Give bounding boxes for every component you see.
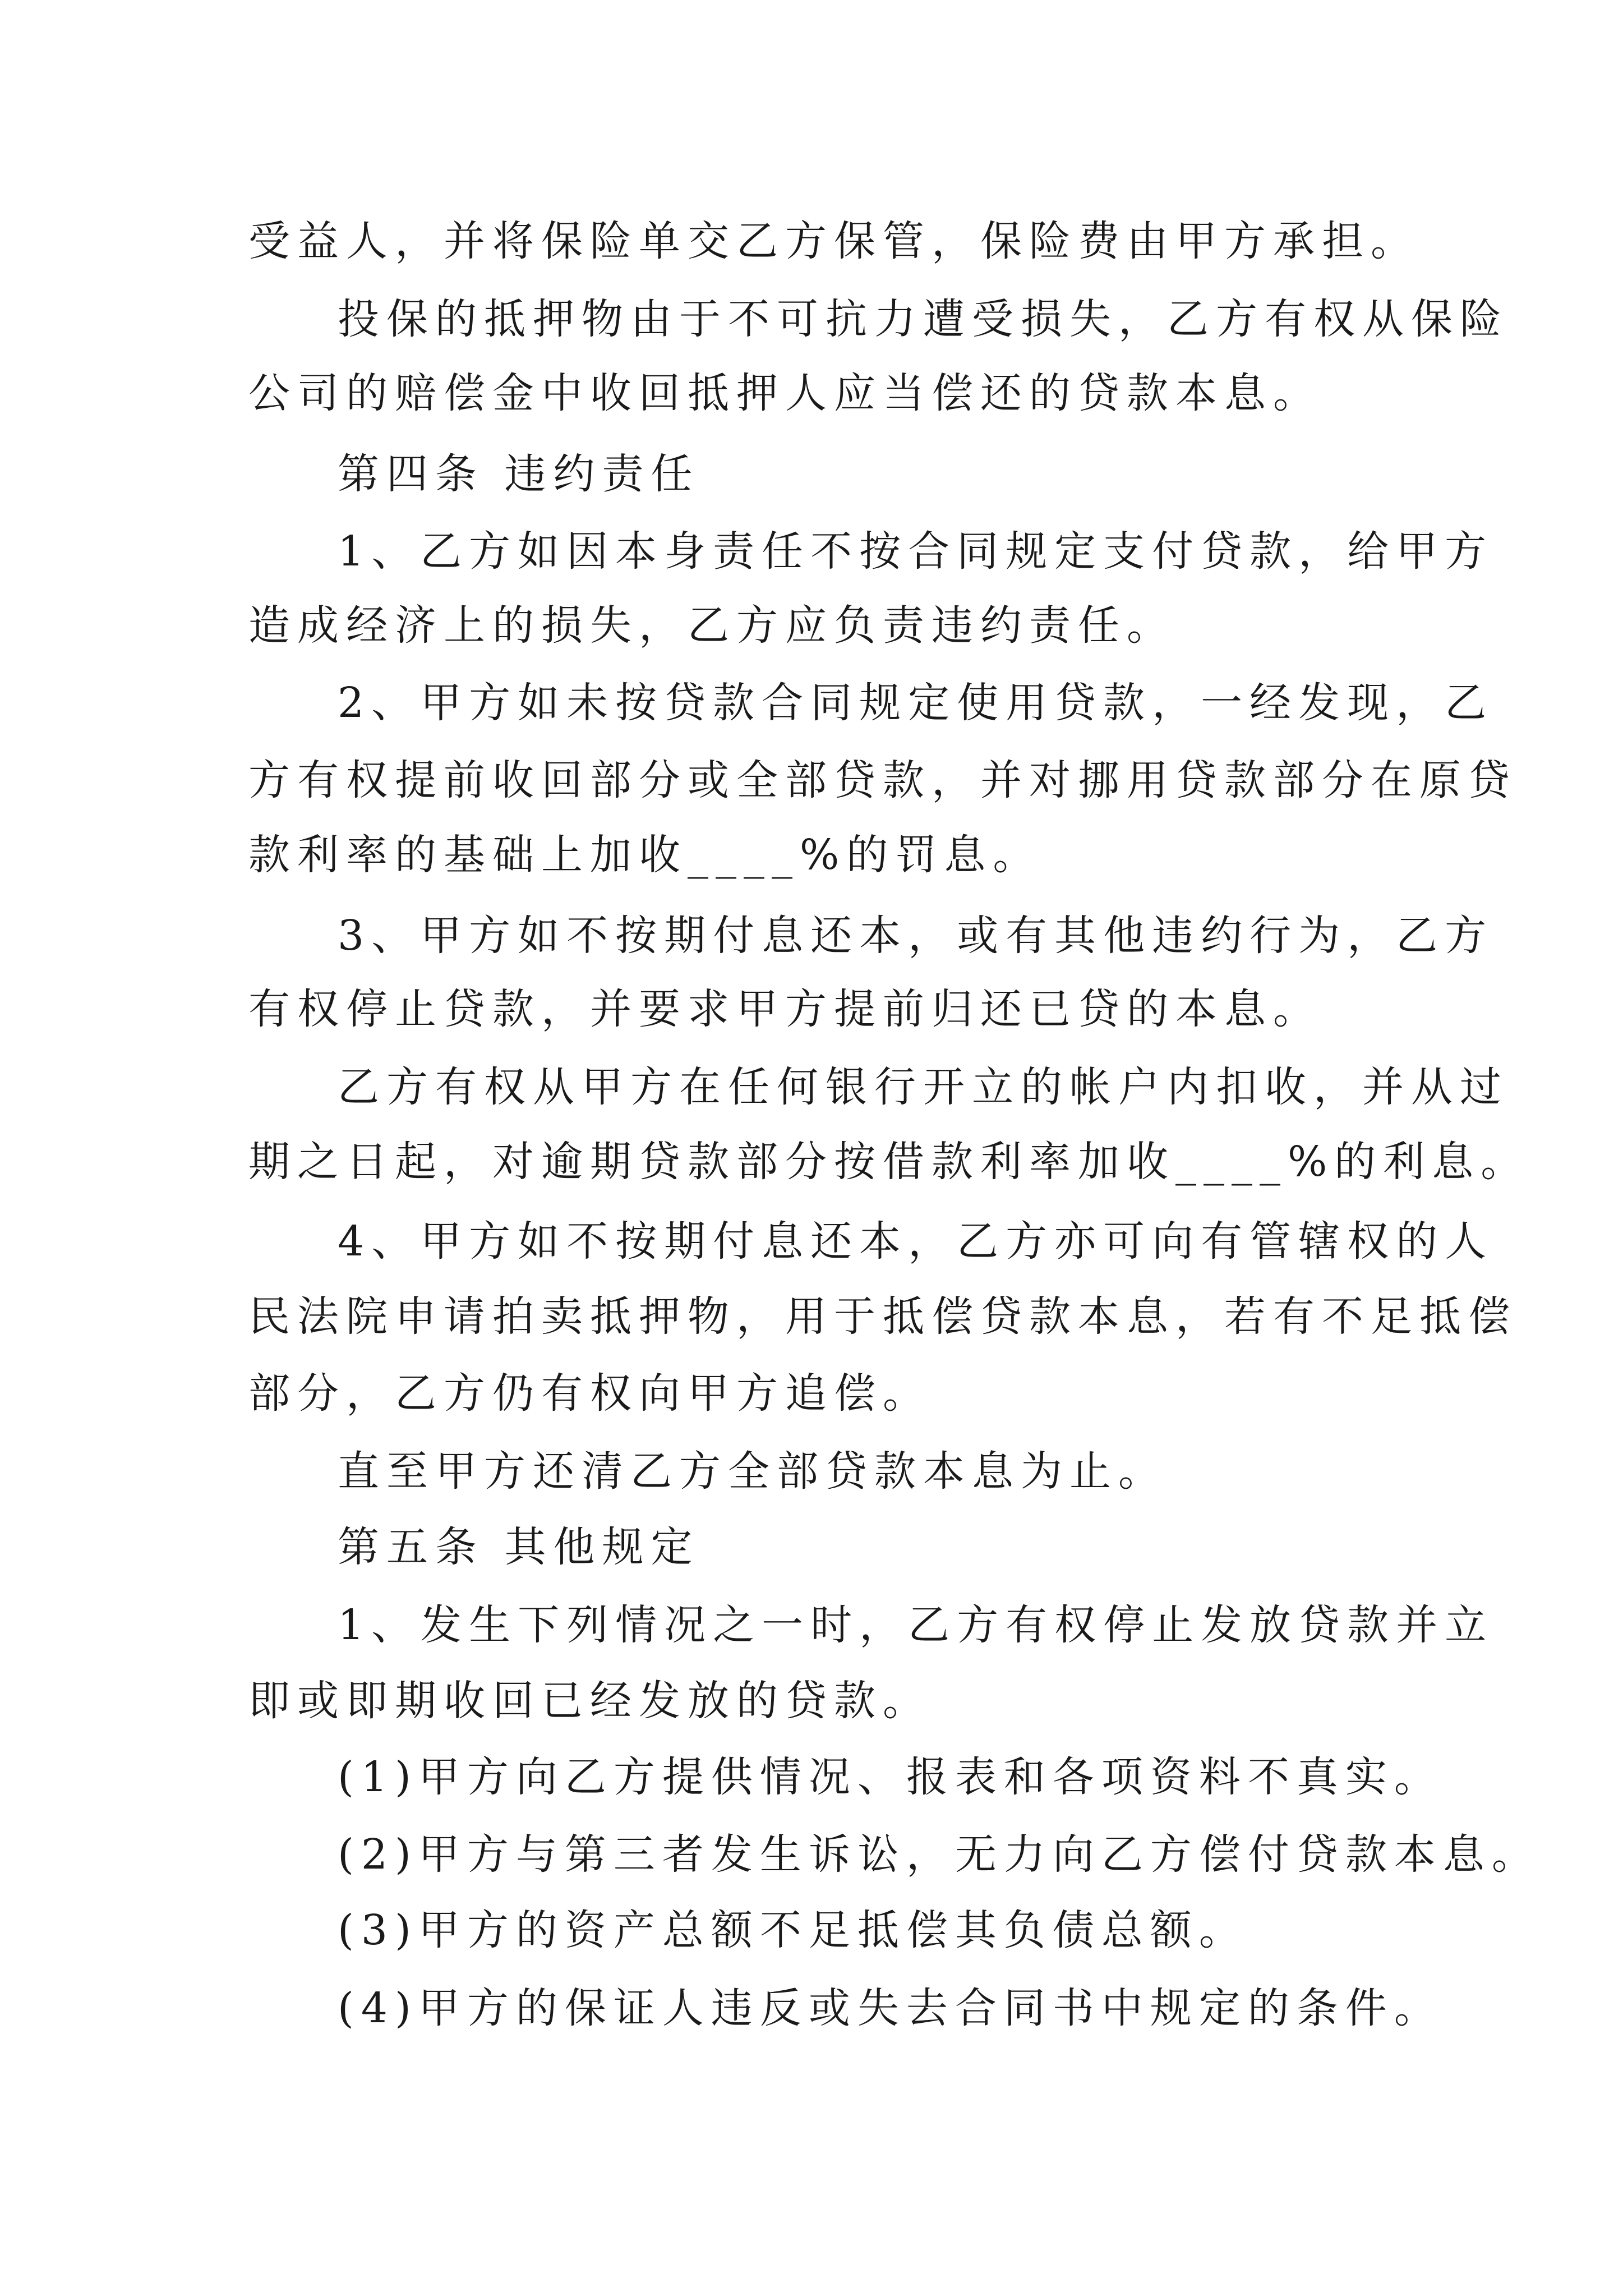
text-line: 投保的抵押物由于不可抗力遭受损失，乙方有权从保险 bbox=[338, 295, 1509, 343]
text-line: 受益人，并将保险单交乙方保管，保险费由甲方承担。 bbox=[248, 217, 1419, 265]
text-line: 民法院申请拍卖抵押物，用于抵偿贷款本息，若有不足抵偿 bbox=[248, 1292, 1517, 1341]
list-item: (1)甲方向乙方提供情况、报表和各项资料不真实。 bbox=[338, 1753, 1443, 1801]
text-line: 部分，乙方仍有权向甲方追偿。 bbox=[248, 1369, 932, 1418]
list-item: (2)甲方与第三者发生诉讼，无力向乙方偿付贷款本息。 bbox=[338, 1830, 1541, 1879]
text-line: 有权停止贷款，并要求甲方提前归还已贷的本息。 bbox=[248, 985, 1322, 1033]
text-line: 1、乙方如因本身责任不按合同规定支付贷款，给甲方 bbox=[338, 527, 1494, 576]
list-item: (3)甲方的资产总额不足抵偿其负债总额。 bbox=[338, 1906, 1248, 1954]
text-line: 1、发生下列情况之一时，乙方有权停止发放贷款并立 bbox=[338, 1601, 1494, 1649]
text-line: 期之日起，对逾期贷款部分按借款利率加收____%的利息。 bbox=[248, 1138, 1530, 1186]
text-line: 3、甲方如不按期付息还本，或有其他违约行为，乙方 bbox=[338, 912, 1494, 960]
text-line: 直至甲方还清乙方全部贷款本息为止。 bbox=[338, 1447, 1167, 1496]
section-heading: 第五条 其他规定 bbox=[338, 1523, 700, 1571]
text-line: 4、甲方如不按期付息还本，乙方亦可向有管辖权的人 bbox=[338, 1217, 1494, 1266]
text-line: 款利率的基础上加收____%的罚息。 bbox=[248, 831, 1042, 879]
text-line: 公司的赔偿金中收回抵押人应当偿还的贷款本息。 bbox=[248, 369, 1322, 417]
text-line: 即或即期收回已经发放的贷款。 bbox=[248, 1677, 932, 1725]
list-item: (4)甲方的保证人违反或失去合同书中规定的条件。 bbox=[338, 1984, 1443, 2032]
section-heading: 第四条 违约责任 bbox=[338, 450, 700, 498]
text-line: 2、甲方如未按贷款合同规定使用贷款，一经发现，乙 bbox=[338, 679, 1494, 727]
text-line: 乙方有权从甲方在任何银行开立的帐户内扣收，并从过 bbox=[338, 1063, 1509, 1111]
text-line: 方有权提前收回部分或全部贷款，并对挪用贷款部分在原贷 bbox=[248, 756, 1517, 804]
text-line: 造成经济上的损失，乙方应负责违约责任。 bbox=[248, 601, 1175, 650]
